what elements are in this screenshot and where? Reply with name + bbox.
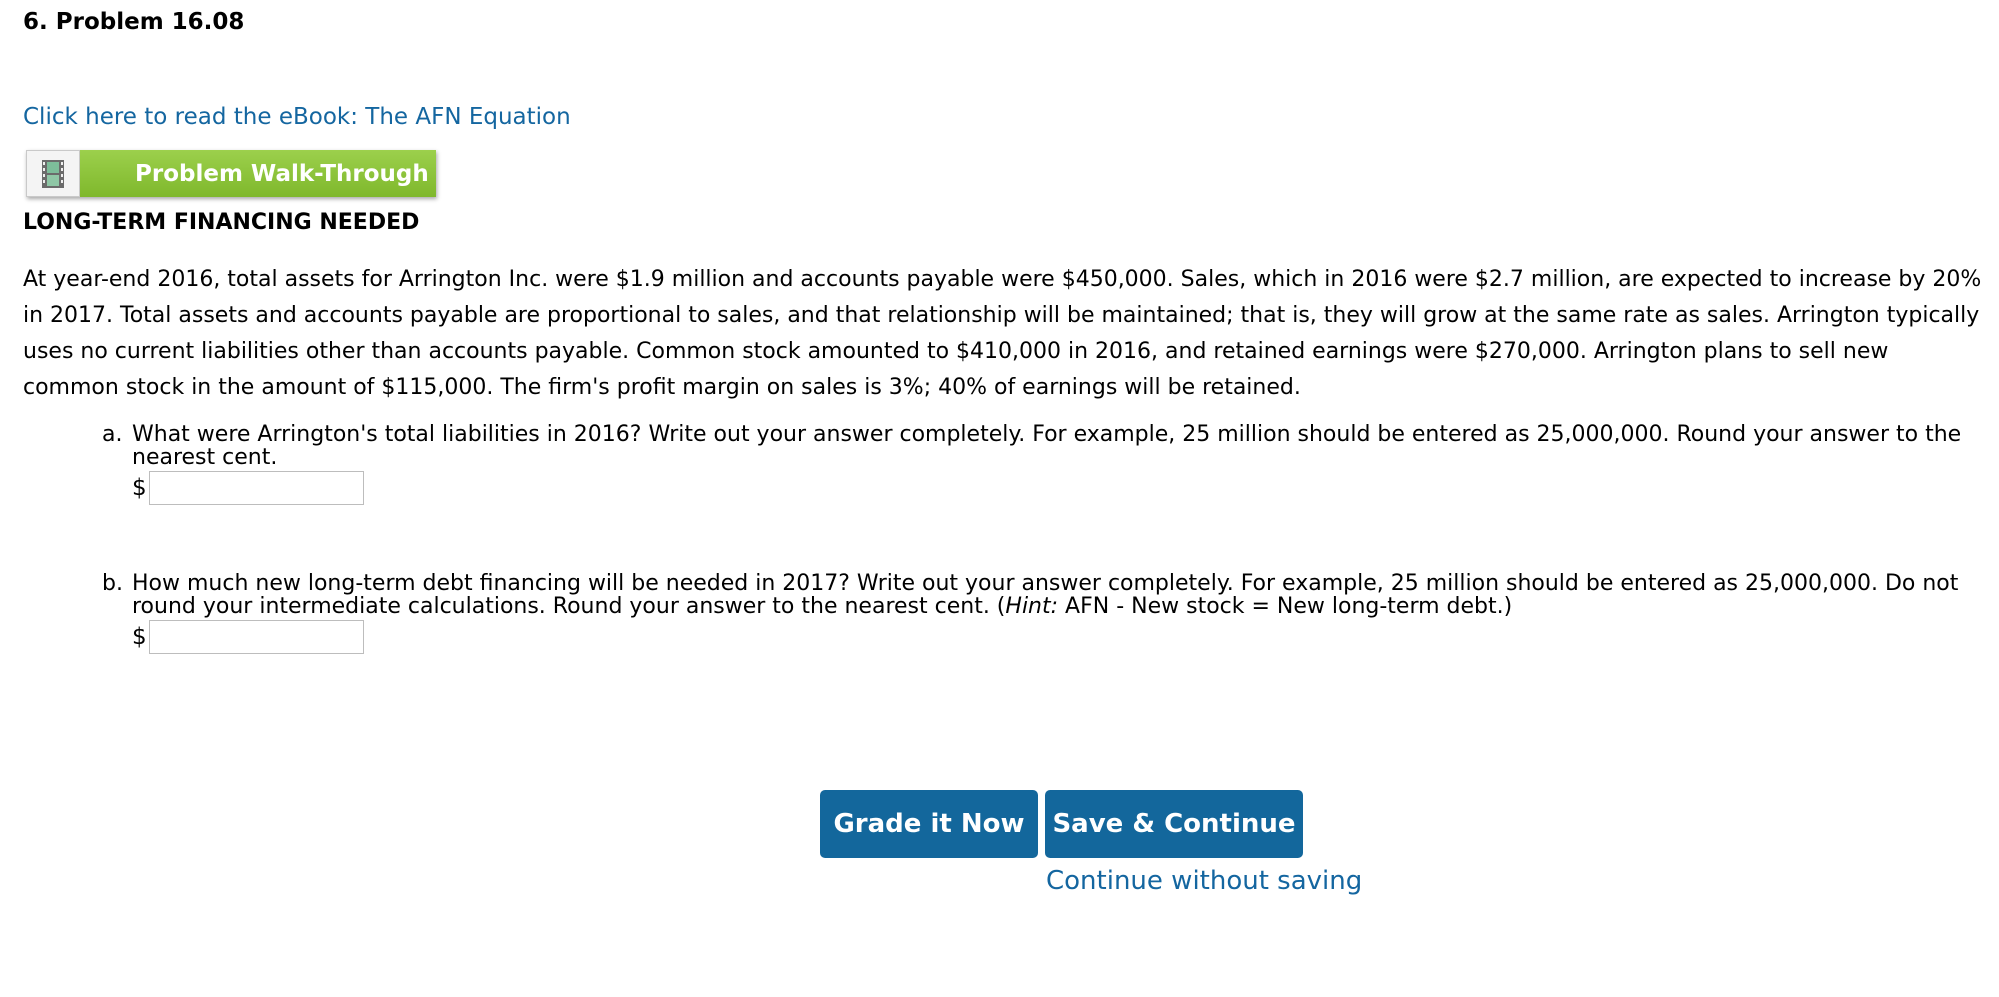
answer-a-input[interactable] xyxy=(149,471,364,505)
walkthrough-label: Problem Walk-Through xyxy=(80,150,436,197)
save-and-continue-button[interactable]: Save & Continue xyxy=(1045,790,1303,858)
question-letter: b. xyxy=(102,571,123,596)
problem-walkthrough-button[interactable] xyxy=(26,150,436,197)
question-a xyxy=(102,423,1982,505)
question-letter: a. xyxy=(102,422,123,447)
grade-it-now-button[interactable]: Grade it Now xyxy=(820,790,1038,858)
film-icon xyxy=(26,150,80,197)
answer-row xyxy=(132,471,1982,505)
currency-symbol: $ xyxy=(132,623,147,650)
continue-without-saving-link[interactable]: Continue without saving xyxy=(1046,866,1363,896)
problem-title: 6. Problem 16.08 xyxy=(23,9,245,35)
section-heading: LONG-TERM FINANCING NEEDED xyxy=(23,210,420,235)
hint-label: Hint: xyxy=(1005,594,1059,619)
question-text xyxy=(132,572,1982,618)
question-text: What were Arrington's total liabilities in 2016? Write out your answer completely. For example, 25 million should be entered as 25,000,000. Round your answer to the nearest cent. xyxy=(132,422,1962,470)
question-b xyxy=(102,572,1982,654)
answer-b-input[interactable] xyxy=(149,620,364,654)
hint-text: AFN - New stock = New long-term debt.) xyxy=(1058,594,1513,619)
question-text-main: How much new long-term debt financing will be needed in 2017? Write out your answer completely. For example, 25 million should be entered as 25,000,000. Do not round your intermediate calculations. Round your answer to the nearest cent. ( xyxy=(132,571,1959,619)
ebook-link[interactable]: Click here to read the eBook: The AFN Equation xyxy=(23,104,571,130)
problem-statement: At year-end 2016, total assets for Arrington Inc. were $1.9 million and accounts payable were $450,000. Sales, which in 2016 were $2.7 million, are expected to increase by 20% in 2017. Total assets and accounts payable are proportional to sales, and that relationship will be maintained; that is, they will grow at the same rate as sales. Arrington typically uses no current liabilities other than accounts payable. Common stock amounted to $410,000 in 2016, and retained earnings were $270,000. Arrington plans to sell new common stock in the amount of $115,000. The firm's profit margin on sales is 3%; 40% of earnings will be retained. xyxy=(23,267,1982,400)
answer-row xyxy=(132,620,1982,654)
currency-symbol: $ xyxy=(132,474,147,501)
